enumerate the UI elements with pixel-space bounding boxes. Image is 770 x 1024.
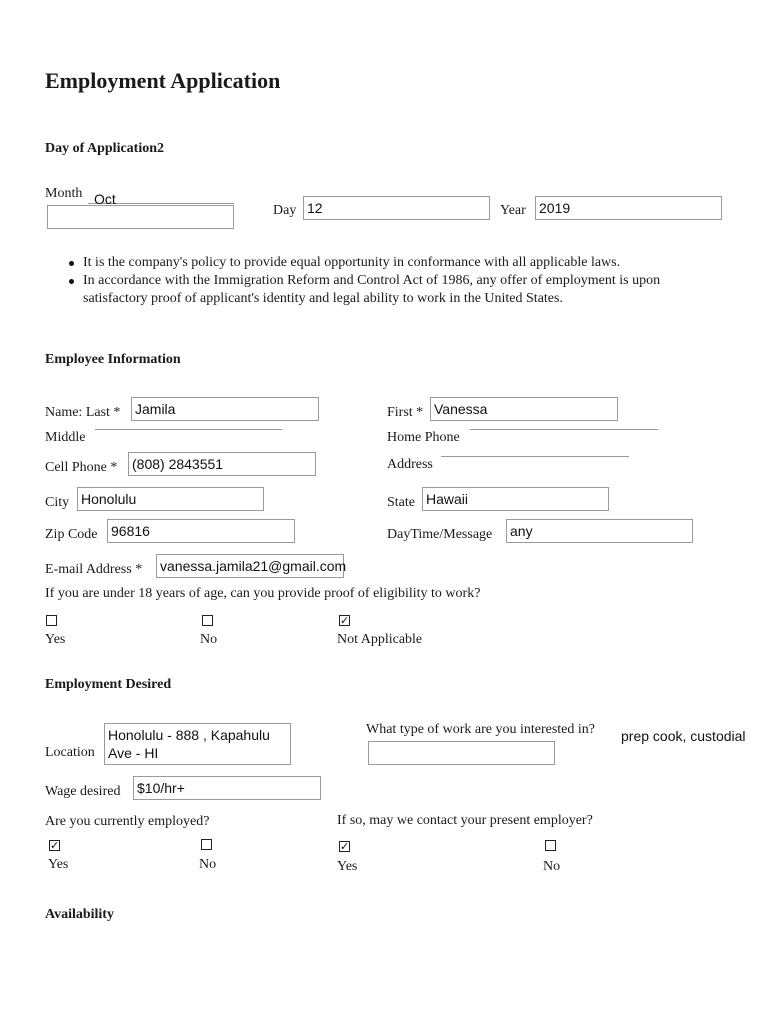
year-label: Year xyxy=(500,203,526,218)
month-value: Oct xyxy=(94,191,116,207)
state-label: State xyxy=(387,495,415,510)
location-value-line-2: Ave - HI xyxy=(108,745,159,761)
employed-no-label: No xyxy=(199,857,217,872)
work-type-input[interactable] xyxy=(368,741,555,765)
contact-employer-question: If so, may we contact your present employer? xyxy=(337,813,593,828)
wage-desired-input[interactable] xyxy=(133,776,321,800)
home-phone-label: Home Phone xyxy=(387,430,460,445)
wage-desired-value: $10/hr+ xyxy=(137,780,185,796)
address-input[interactable] xyxy=(441,456,629,457)
home-phone-input[interactable] xyxy=(470,429,658,430)
under-18-not-applicable-label: Not Applicable xyxy=(337,632,423,647)
location-label: Location xyxy=(45,745,95,760)
employed-no-checkbox[interactable] xyxy=(201,839,212,850)
middle-label: Middle xyxy=(45,430,86,445)
policy-item: It is the company's policy to provide equal opportunity in conformance with all applicable laws. xyxy=(66,254,726,272)
day-input[interactable] xyxy=(303,196,490,220)
under-18-question: If you are under 18 years of age, can you provide proof of eligibility to work? xyxy=(45,586,481,601)
zip-code-label: Zip Code xyxy=(45,527,98,542)
daytime-message-label: DayTime/Message xyxy=(387,527,493,542)
last-name-value: Jamila xyxy=(135,401,176,417)
zip-code-value: 96816 xyxy=(111,523,150,539)
currently-employed-question: Are you currently employed? xyxy=(45,814,210,829)
last-name-label: Name: Last * xyxy=(45,405,121,420)
policy-item: In accordance with the Immigration Reform and Control Act of 1986, any offer of employment is upon satisfactory proof of applicant's identity and legal ability to work in the United States. xyxy=(66,272,726,308)
contact-no-checkbox[interactable] xyxy=(545,840,556,851)
zip-code-input[interactable] xyxy=(107,519,295,543)
wage-desired-label: Wage desired xyxy=(45,784,121,799)
cell-phone-input[interactable] xyxy=(128,452,316,476)
year-input[interactable] xyxy=(535,196,722,220)
month-label: Month xyxy=(45,186,83,201)
day-value: 12 xyxy=(307,200,323,216)
location-input[interactable] xyxy=(104,723,291,765)
page-title: Employment Application xyxy=(45,68,281,93)
work-type-label: What type of work are you interested in? xyxy=(366,722,595,737)
under-18-no-label: No xyxy=(200,632,218,647)
employment-desired-heading: Employment Desired xyxy=(45,677,172,692)
state-value: Hawaii xyxy=(426,491,469,507)
first-name-label: First * xyxy=(387,405,424,420)
location-value-line-1: Honolulu - 888 , Kapahulu xyxy=(108,727,270,743)
address-label: Address xyxy=(387,457,433,472)
state-input[interactable] xyxy=(422,487,609,511)
contact-no-label: No xyxy=(543,859,561,874)
city-value: Honolulu xyxy=(81,491,137,507)
employed-yes-label: Yes xyxy=(48,857,69,872)
contact-yes-checkbox[interactable]: ✓ xyxy=(340,840,350,853)
under-18-not-applicable-checkbox[interactable]: ✓ xyxy=(340,614,350,627)
policy-list xyxy=(66,254,726,308)
cell-phone-label: Cell Phone * xyxy=(45,460,118,475)
daytime-message-input[interactable] xyxy=(506,519,693,543)
middle-input[interactable] xyxy=(95,429,282,430)
city-label: City xyxy=(45,495,70,510)
month-input[interactable] xyxy=(47,205,234,229)
day-label: Day xyxy=(273,203,297,218)
year-value: 2019 xyxy=(539,200,571,216)
city-input[interactable] xyxy=(77,487,264,511)
under-18-yes-checkbox[interactable] xyxy=(46,615,57,626)
day-of-application-heading: Day of Application2 xyxy=(45,141,165,156)
last-name-input[interactable] xyxy=(131,397,319,421)
daytime-message-value: any xyxy=(510,523,533,539)
cell-phone-value: (808) 2843551 xyxy=(132,456,224,472)
work-type-value: prep cook, custodial xyxy=(621,728,746,744)
first-name-value: Vanessa xyxy=(434,401,488,417)
email-label: E-mail Address * xyxy=(45,562,143,577)
employed-yes-checkbox[interactable]: ✓ xyxy=(50,839,60,852)
contact-yes-label: Yes xyxy=(337,859,358,874)
under-18-no-checkbox[interactable] xyxy=(202,615,213,626)
first-name-input[interactable] xyxy=(430,397,618,421)
employee-information-heading: Employee Information xyxy=(45,352,181,367)
under-18-yes-label: Yes xyxy=(45,632,66,647)
availability-heading: Availability xyxy=(45,907,114,922)
email-value: vanessa.jamila21@gmail.com xyxy=(160,558,347,574)
